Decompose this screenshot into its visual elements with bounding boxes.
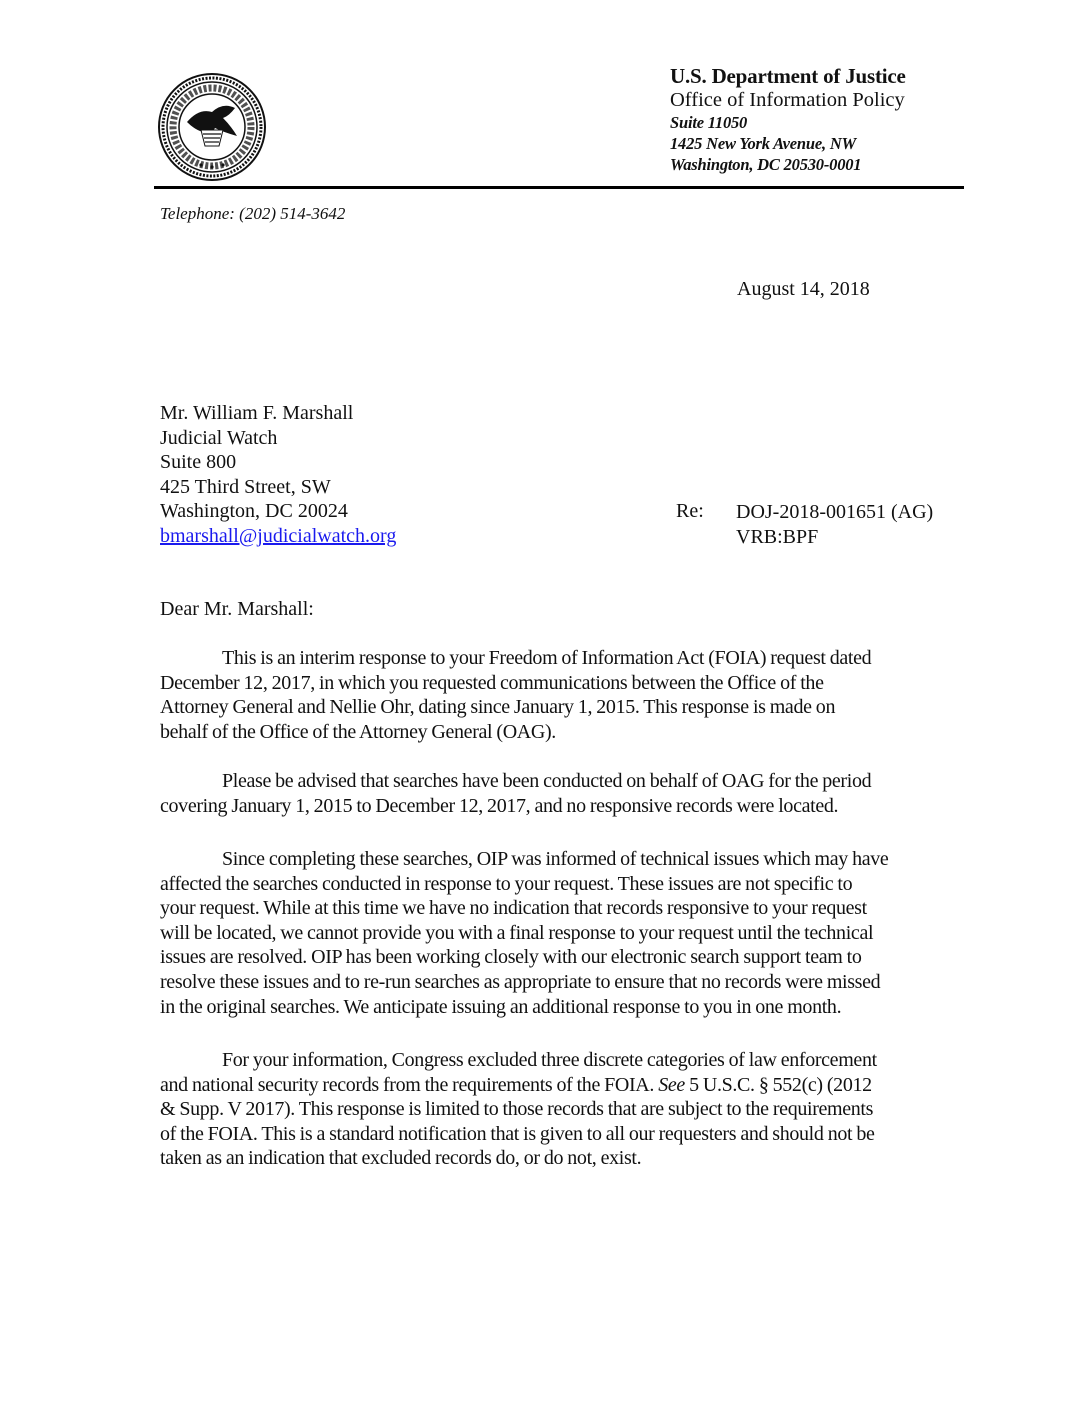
recipient-organization: Judicial Watch (160, 426, 278, 449)
paragraph-3 (160, 847, 976, 1019)
paragraph-line: & Supp. V 2017). This response is limited to those records that are subject to the requirements (160, 1098, 874, 1121)
letterhead (670, 64, 980, 175)
paragraph-line: covering January 1, 2015 to December 12, 2017, and no responsive records were located. (160, 794, 839, 817)
letter-date: August 14, 2018 (737, 278, 870, 300)
reference-label: Re: (676, 500, 704, 522)
office-street: 1425 New York Avenue, NW (670, 134, 857, 153)
department-name: U.S. Department of Justice (670, 64, 906, 88)
paragraph-line: December 12, 2017, in which you requested communications between the Office of the (160, 671, 824, 694)
paragraph-line: issues are resolved. OIP has been working closely with our electronic search support team to (160, 946, 862, 969)
office-suite: Suite 11050 (670, 113, 748, 132)
recipient-address (160, 401, 396, 549)
paragraph-line: in the original searches. We anticipate issuing an additional response to you in one month. (160, 995, 842, 1018)
paragraph-line: This is an interim response to your Freedom of Information Act (FOIA) request dated (222, 647, 872, 669)
office-name: Office of Information Policy (670, 89, 905, 111)
citation-signal: See (658, 1073, 685, 1096)
paragraph-line: behalf of the Office of the Attorney General (OAG). (160, 720, 556, 743)
reference-block (736, 500, 933, 549)
paragraph-line: Attorney General and Nellie Ohr, dating since January 1, 2015. This response is made on (160, 696, 836, 719)
paragraph-line: taken as an indication that excluded records do, or do not, exist. (160, 1147, 642, 1170)
recipient-city: Washington, DC 20024 (160, 500, 348, 523)
citation-text: 5 U.S.C. § 552(c) (2012 (684, 1073, 872, 1096)
telephone: Telephone: (202) 514-3642 (160, 204, 346, 223)
letterhead-divider (154, 186, 964, 189)
paragraph-line: will be located, we cannot provide you with a final response to your request until the technical (160, 921, 874, 944)
recipient-street: 425 Third Street, SW (160, 475, 331, 498)
reference-number: DOJ-2018-001651 (AG) (736, 501, 934, 523)
paragraph-line: For your information, Congress excluded three discrete categories of law enforcement (222, 1049, 877, 1071)
salutation: Dear Mr. Marshall: (160, 598, 314, 620)
reference-code: VRB:BPF (736, 525, 819, 548)
paragraph-line: Since completing these searches, OIP was informed of technical issues which may have (222, 848, 889, 870)
paragraph-4 (160, 1048, 976, 1171)
paragraph-line: affected the searches conducted in response to your request. These issues are not specific to (160, 872, 853, 895)
paragraph-line: your request. While at this time we have no indication that records responsive to your request (160, 897, 867, 920)
recipient-email-link[interactable]: bmarshall@judicialwatch.org (160, 524, 397, 547)
paragraph-2 (160, 769, 976, 818)
paragraph-line: of the FOIA. This is a standard notification that is given to all our requesters and should not be (160, 1122, 875, 1145)
office-city: Washington, DC 20530-0001 (670, 155, 862, 174)
paragraph-1 (160, 646, 976, 744)
recipient-name: Mr. William F. Marshall (160, 402, 354, 424)
paragraph-line: Please be advised that searches have been conducted on behalf of OAG for the period (222, 770, 872, 792)
recipient-suite: Suite 800 (160, 451, 237, 474)
paragraph-line: and national security records from the requirements of the FOIA. (160, 1073, 659, 1096)
paragraph-line: resolve these issues and to re-run searches as appropriate to ensure that no records were missed (160, 970, 881, 993)
doj-seal-icon (157, 72, 267, 182)
